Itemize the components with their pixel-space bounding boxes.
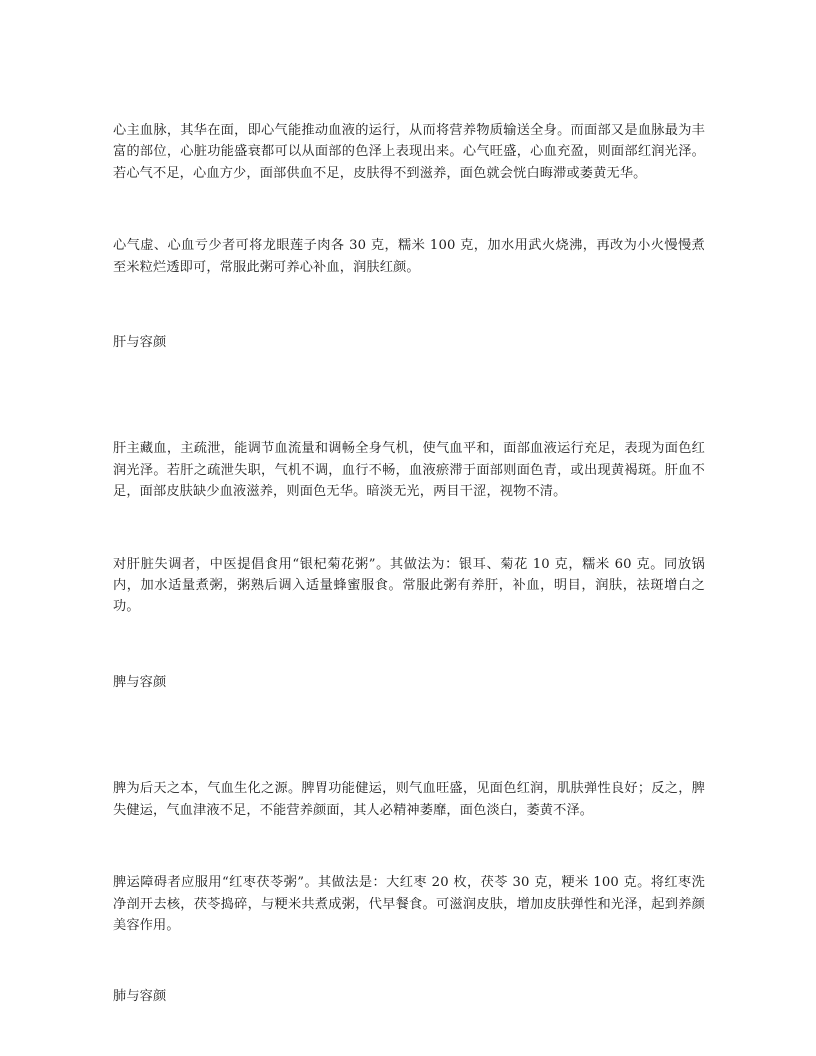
section-heading-liver: 肝与容颜 bbox=[113, 335, 167, 351]
paragraph-spacer bbox=[113, 821, 705, 872]
paragraph-spleen-body: 脾为后天之本，气血生化之源。脾胃功能健运，则气血旺盛，见面色红润，肌肤弹性良好；反之，脾失健运，气血津液不足，不能营养颜面，其人必精神萎靡，面色淡白，萎黄不泽。 bbox=[113, 781, 705, 818]
paragraph-liver-body: 肝主藏血，主疏泄，能调节血流量和调畅全身气机，使气血平和，面部血液运行充足，表现为面色红润光泽。若肝之疏泄失职，气机不调，血行不畅，血液瘀滞于面部则面色青，或出现黄褐斑。肝血不足，面部皮肤缺少血液滋养，则面色无华。暗淡无光，两目干涩，视物不清。 bbox=[113, 441, 705, 500]
paragraph-spacer bbox=[113, 503, 705, 554]
section-spacer bbox=[113, 936, 705, 986]
heading-spacer bbox=[113, 353, 705, 438]
paragraph-spacer bbox=[113, 184, 705, 235]
paragraph-spleen-recipe: 脾运障碍者应服用“红枣茯苓粥”。其做法是：大红枣 20 枚，茯苓 30 克，粳米 100 克。将红枣洗净剖开去核，茯苓捣碎，与粳米共煮成粥，代早餐食。可滋润皮肤，增加皮肤弹性和光泽，起到养颜美容作用。 bbox=[113, 875, 705, 933]
paragraph-heart-complexion-body: 心主血脉，其华在面，即心气能推动血液的运行，从而将营养物质输送全身。而面部又是血脉最为丰富的部位，心脏功能盛衰都可以从面部的色泽上表现出来。心气旺盛，心血充盈，则面部红润光泽。若心气不足，心血方少，面部供血不足，皮肤得不到滋养，面色就会恍白晦滞或萎黄无华。 bbox=[113, 123, 705, 181]
section-heading-lung: 肺与容颜 bbox=[113, 989, 167, 1005]
section-heading-spleen: 脾与容颜 bbox=[113, 674, 167, 690]
paragraph-liver-recipe: 对肝脏失调者，中医提倡食用“银杞菊花粥”。其做法为：银耳、菊花 10 克，糯米 60 克。同放锅内，加水适量煮粥，粥熟后调入适量蜂蜜服食。常服此粥有养肝，补血，明目，润肤，祛斑增白之功。 bbox=[113, 556, 705, 615]
document-text-column bbox=[113, 120, 705, 1008]
section-spacer bbox=[113, 618, 705, 672]
paragraph-heart-recipe: 心气虚、心血亏少者可将龙眼莲子肉各 30 克，糯米 100 克，加水用武火烧沸，再改为小火慢慢煮至米粒烂透即可，常服此粥可养心补血，润肤红颜。 bbox=[113, 238, 705, 275]
section-spacer bbox=[113, 278, 705, 332]
heading-spacer bbox=[113, 693, 705, 778]
